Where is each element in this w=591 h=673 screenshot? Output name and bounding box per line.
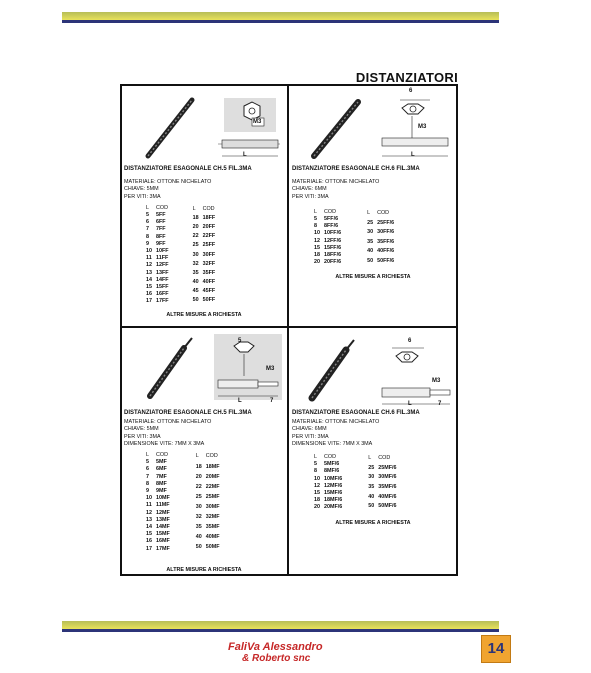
spec-line: PER VITI: 3MA <box>292 193 329 200</box>
table-row <box>312 245 343 252</box>
table-row <box>194 512 222 522</box>
col-code-header: COD <box>205 453 218 460</box>
code-cell: 17FF <box>156 298 169 305</box>
code-cell: 16FF <box>156 291 169 298</box>
table-row <box>366 483 398 493</box>
col-length-header: L <box>368 455 372 462</box>
col-length-header: L <box>146 204 149 211</box>
table-row <box>144 212 171 219</box>
length-cell: 10 <box>146 495 152 502</box>
table-row <box>144 262 171 269</box>
length-cell: 35 <box>367 238 374 245</box>
code-cell: 10MF <box>156 495 170 502</box>
length-cell: 6 <box>146 219 149 226</box>
code-cell: 15MF/6 <box>324 490 343 497</box>
code-cell: 10FF <box>156 248 169 255</box>
length-cell: 32 <box>195 513 202 520</box>
code-cell: 7MF <box>156 473 167 480</box>
table-row <box>365 257 396 267</box>
table-row <box>312 497 344 504</box>
length-cell: 25 <box>195 493 202 500</box>
col-length-header: L <box>314 208 317 215</box>
length-cell: 20 <box>195 473 202 480</box>
code-cell: 25FF <box>202 242 216 249</box>
length-cell: 16 <box>146 538 152 545</box>
col-code-header: COD <box>202 205 215 212</box>
code-cell: 35FF <box>202 269 216 276</box>
length-cell: 18 <box>314 252 320 259</box>
code-cell: 11MF <box>156 502 170 509</box>
code-cell: 18MF/6 <box>324 497 343 504</box>
length-cell: 8 <box>146 480 149 487</box>
code-cell: 13MF <box>156 516 170 523</box>
code-cell: 12MF <box>156 509 170 516</box>
table-row <box>312 490 344 497</box>
table-header-row <box>144 205 171 212</box>
code-cell: 8MF <box>156 480 167 487</box>
length-cell: 30 <box>192 251 199 258</box>
code-cell: 18FF <box>202 214 216 221</box>
table-row <box>144 248 171 255</box>
col-length-header: L <box>195 453 199 460</box>
table-row <box>366 492 398 502</box>
page-title: DISTANZIATORI <box>355 70 458 85</box>
code-cell: 25MF/6 <box>378 464 397 471</box>
size-table-left <box>312 454 344 512</box>
product-panel <box>124 166 284 319</box>
code-cell: 5FF/6 <box>324 216 339 223</box>
table-row <box>366 464 398 474</box>
code-cell: 22FF <box>202 233 216 240</box>
col-code-header: COD <box>377 210 390 216</box>
code-cell: 12FF/6 <box>324 237 342 244</box>
col-length-header: L <box>192 205 196 212</box>
code-cell: 6FF <box>156 219 166 226</box>
length-cell: 25 <box>192 242 199 249</box>
size-table-right <box>365 209 396 267</box>
length-cell: 17 <box>146 545 152 552</box>
table-row <box>194 482 222 492</box>
product-panel <box>292 410 454 527</box>
logo-line-2: & Roberto snc <box>242 653 311 664</box>
table-header-row <box>144 452 172 459</box>
table-row <box>312 483 344 490</box>
col-code-header: COD <box>324 208 336 215</box>
spacer-drawing-1 <box>140 94 285 164</box>
code-cell: 20MF <box>205 473 220 480</box>
col-code-header: COD <box>156 204 168 211</box>
length-cell: 35 <box>195 524 202 530</box>
product-title: DISTANZIATORE ESAGONALE CH.6 FIL.3MA <box>292 166 420 172</box>
table-row <box>366 473 398 483</box>
length-cell: 14 <box>146 276 152 283</box>
table-row <box>194 543 222 553</box>
code-cell: 5FF <box>156 212 166 219</box>
table-row <box>144 226 171 233</box>
code-cell: 30MF/6 <box>378 474 397 481</box>
col-length-header: L <box>367 210 371 216</box>
table-row <box>191 214 218 223</box>
length-cell: 10 <box>314 230 320 237</box>
length-cell: 40 <box>367 248 374 255</box>
table-row <box>191 223 218 232</box>
code-cell: 12MF/6 <box>324 482 343 489</box>
code-cell: 6MF <box>156 466 167 473</box>
table-header-row <box>366 454 398 464</box>
size-table-right <box>191 205 218 306</box>
dim-label-5: 5 <box>238 338 242 344</box>
length-cell: 8 <box>314 223 317 230</box>
code-cell: 25FF/6 <box>377 219 395 226</box>
length-cell: 12 <box>146 509 152 516</box>
length-cell: 20 <box>314 259 320 266</box>
size-table-right <box>194 452 222 553</box>
table-row <box>144 234 171 241</box>
dim-label-l: L <box>408 401 412 407</box>
code-cell: 45FF <box>202 288 216 295</box>
length-cell: 8 <box>314 468 317 475</box>
length-cell: 14 <box>146 524 152 531</box>
length-cell: 7 <box>146 473 149 480</box>
length-cell: 40 <box>195 534 202 541</box>
length-cell: 25 <box>368 464 375 471</box>
code-cell: 8MF/6 <box>324 468 340 475</box>
dim-label-l: L <box>238 398 242 404</box>
code-cell: 20FF <box>202 224 216 231</box>
length-cell: 12 <box>146 262 152 269</box>
length-cell: 8 <box>146 233 149 240</box>
code-cell: 14FF <box>156 276 169 283</box>
table-row <box>144 219 171 226</box>
spec-line: PER VITI: 3MA <box>124 193 161 200</box>
length-cell: 15 <box>146 284 152 291</box>
table-row <box>144 531 172 538</box>
length-cell: 5 <box>146 459 149 466</box>
length-cell: 9 <box>146 240 149 247</box>
col-code-header: COD <box>324 454 336 461</box>
table-row <box>144 270 171 277</box>
table-row <box>144 474 172 481</box>
table-row <box>144 284 171 291</box>
code-cell: 10MF/6 <box>324 475 343 482</box>
bottom-accent-bar <box>62 621 499 629</box>
product-panel <box>124 410 284 574</box>
length-cell: 10 <box>314 475 320 482</box>
dim-label-l: L <box>243 152 247 158</box>
table-row <box>194 492 222 502</box>
length-cell: 30 <box>367 229 374 236</box>
code-cell: 11FF <box>156 255 169 262</box>
table-row <box>191 278 218 287</box>
table-row <box>144 291 171 298</box>
spacer-drawing-3 <box>140 334 285 406</box>
length-cell: 18 <box>314 497 320 504</box>
table-row <box>365 247 396 257</box>
table-header-row <box>191 205 218 214</box>
length-cell: 20 <box>192 224 199 231</box>
table-row <box>144 298 171 305</box>
code-cell: 9MF <box>156 488 167 495</box>
product-title: DISTANZIATORE ESAGONALE CH.6 FIL.3MA <box>292 410 420 416</box>
table-row <box>312 238 343 245</box>
length-cell: 30 <box>195 503 202 510</box>
bottom-accent-line <box>62 629 499 632</box>
code-cell: 8FF/6 <box>324 223 339 230</box>
code-cell: 18FF/6 <box>324 252 342 259</box>
code-cell: 35FF/6 <box>377 238 395 245</box>
spacer-drawing-2 <box>302 94 452 164</box>
length-cell: 11 <box>146 255 152 262</box>
table-row <box>144 546 172 553</box>
table-row <box>194 502 222 512</box>
length-cell: 25 <box>367 219 374 226</box>
code-cell: 30FF <box>202 251 216 258</box>
table-row <box>312 461 344 468</box>
size-table-left <box>144 452 172 553</box>
code-cell: 32MF <box>205 513 220 520</box>
code-cell: 15MF <box>156 531 170 538</box>
code-cell: 14MF <box>156 524 170 531</box>
length-cell: 18 <box>192 214 199 221</box>
table-row <box>144 524 172 531</box>
spec-line: PER VITI: 3MA <box>292 433 329 440</box>
table-row <box>191 260 218 269</box>
spec-line: CHIAVE: 5MM <box>124 186 159 193</box>
length-cell: 50 <box>367 258 374 264</box>
spacer-drawing-4 <box>300 334 455 410</box>
product-panel <box>292 166 454 282</box>
length-cell: 9 <box>146 488 149 495</box>
table-row <box>144 481 172 488</box>
length-cell: 15 <box>146 531 152 538</box>
table-row <box>144 495 172 502</box>
code-cell: 22MF <box>205 483 220 490</box>
col-length-header: L <box>146 452 149 459</box>
size-table-left <box>312 209 343 267</box>
length-cell: 40 <box>368 493 375 500</box>
table-row <box>144 510 172 517</box>
code-cell: 13FF <box>156 269 169 276</box>
code-cell: 15FF <box>156 284 169 291</box>
table-row <box>194 523 222 533</box>
dim-label-6: 6 <box>409 88 413 94</box>
code-cell: 20FF/6 <box>324 259 342 266</box>
length-cell: 15 <box>314 490 320 497</box>
col-length-header: L <box>314 454 317 461</box>
table-row <box>312 216 343 223</box>
table-row <box>312 476 344 483</box>
length-cell: 12 <box>314 237 320 244</box>
table-row <box>365 228 396 238</box>
spec-line: CHIAVE: 5MM <box>124 426 159 433</box>
table-row <box>191 241 218 250</box>
table-row <box>144 538 172 545</box>
code-cell: 32FF <box>202 260 216 267</box>
code-cell: 9FF <box>156 240 166 247</box>
length-cell: 5 <box>314 461 317 468</box>
table-row <box>312 259 343 266</box>
spec-line: MATERIALE: OTTONE NICHELATO <box>292 419 380 426</box>
table-header-row <box>312 454 344 461</box>
code-cell: 17MF <box>156 545 170 552</box>
length-cell: 22 <box>195 483 202 490</box>
length-cell: 20 <box>314 504 320 511</box>
code-cell: 40MF <box>205 534 220 541</box>
table-row <box>312 468 344 475</box>
dim-label-7: 7 <box>270 398 274 404</box>
table-row <box>194 533 222 543</box>
product-title: DISTANZIATORE ESAGONALE CH.5 FIL.3MA <box>124 166 252 172</box>
sheet-divider-horizontal <box>120 326 458 328</box>
table-row <box>365 218 396 228</box>
code-cell: 50FF <box>202 297 216 304</box>
table-row <box>194 472 222 482</box>
length-cell: 45 <box>192 288 199 295</box>
table-row <box>312 223 343 230</box>
sheet-divider-vertical <box>287 84 289 576</box>
table-header-row <box>312 209 343 216</box>
code-cell: 50MF/6 <box>378 503 397 510</box>
length-cell: 50 <box>195 544 202 551</box>
table-row <box>312 504 344 511</box>
table-header-row <box>194 452 222 462</box>
code-cell: 15FF/6 <box>324 244 342 251</box>
dim-label-7: 7 <box>438 401 442 407</box>
length-cell: 10 <box>146 248 152 255</box>
length-cell: 5 <box>314 216 317 223</box>
code-cell: 20MF/6 <box>324 504 343 511</box>
company-logo <box>228 641 323 665</box>
code-cell: 35MF <box>205 524 220 530</box>
length-cell: 7 <box>146 226 149 233</box>
spec-line: MATERIALE: OTTONE NICHELATO <box>124 419 212 426</box>
code-cell: 12FF <box>156 262 169 269</box>
code-cell: 40FF <box>202 279 216 286</box>
table-row <box>312 252 343 259</box>
length-cell: 12 <box>314 482 320 489</box>
dim-label-l: L <box>411 152 415 158</box>
length-cell: 32 <box>192 260 199 267</box>
length-cell: 17 <box>146 298 152 305</box>
code-cell: 50MF <box>205 544 220 551</box>
length-cell: 22 <box>192 233 199 240</box>
length-cell: 50 <box>368 503 375 510</box>
length-cell: 13 <box>146 269 152 276</box>
dim-label-m3: M3 <box>432 378 441 384</box>
table-row <box>144 502 172 509</box>
more-sizes-note: ALTRE MISURE A RICHIESTA <box>166 311 242 318</box>
logo-line-1: FaliVa Alessandro <box>228 641 323 653</box>
size-table-right <box>366 454 398 512</box>
table-row <box>144 255 171 262</box>
length-cell: 50 <box>192 297 199 304</box>
spec-line: MATERIALE: OTTONE NICHELATO <box>292 179 380 186</box>
spec-line: PER VITI: 3MA <box>124 433 161 440</box>
spec-line: DIMENSIONE VITE: 7MM X 3MA <box>292 440 373 447</box>
code-cell: 25MF <box>205 493 220 500</box>
length-cell: 30 <box>368 474 375 481</box>
table-row <box>191 232 218 241</box>
table-row <box>191 287 218 296</box>
length-cell: 11 <box>146 502 152 509</box>
spec-line: CHIAVE: 6MM <box>292 186 327 193</box>
spec-line: DIMENSIONE VITE: 7MM X 3MA <box>124 440 205 447</box>
spec-line: CHIAVE: 6MM <box>292 426 327 433</box>
code-cell: 7FF <box>156 226 166 233</box>
table-row <box>191 296 218 305</box>
table-row <box>191 251 218 260</box>
spec-line: MATERIALE: OTTONE NICHELATO <box>124 179 212 186</box>
length-cell: 40 <box>192 279 199 286</box>
table-row <box>194 462 222 472</box>
code-cell: 10FF/6 <box>324 230 342 237</box>
code-cell: 40FF/6 <box>377 248 395 255</box>
table-row <box>312 230 343 237</box>
code-cell: 16MF <box>156 538 170 545</box>
table-row <box>144 488 172 495</box>
size-table-left <box>144 205 171 306</box>
col-code-header: COD <box>156 452 168 459</box>
length-cell: 18 <box>195 463 202 470</box>
length-cell: 35 <box>368 483 375 490</box>
dim-label-m3: M3 <box>418 124 427 130</box>
code-cell: 18MF <box>205 463 220 470</box>
table-row <box>144 459 172 466</box>
more-sizes-note: ALTRE MISURE A RICHIESTA <box>166 566 242 573</box>
dim-label-m3: M3 <box>253 119 262 125</box>
code-cell: 50FF/6 <box>377 258 395 264</box>
length-cell: 6 <box>146 466 149 473</box>
dim-label-6: 6 <box>408 338 412 344</box>
dim-label-m3: M3 <box>266 366 275 372</box>
more-sizes-note: ALTRE MISURE A RICHIESTA <box>335 519 411 526</box>
code-cell: 40MF/6 <box>378 493 397 500</box>
top-accent-bar <box>62 12 499 20</box>
length-cell: 16 <box>146 291 152 298</box>
length-cell: 5 <box>146 212 149 219</box>
code-cell: 35MF/6 <box>378 483 397 490</box>
length-cell: 15 <box>314 244 320 251</box>
col-code-header: COD <box>378 455 391 462</box>
length-cell: 35 <box>192 269 199 276</box>
table-row <box>144 517 172 524</box>
table-row <box>144 466 172 473</box>
length-cell: 13 <box>146 516 152 523</box>
table-header-row <box>365 209 396 219</box>
table-row <box>144 241 171 248</box>
table-row <box>191 269 218 278</box>
page-number-badge: 14 <box>481 635 511 663</box>
code-cell: 30MF <box>205 503 220 510</box>
more-sizes-note: ALTRE MISURE A RICHIESTA <box>335 274 411 281</box>
code-cell: 8FF <box>156 233 166 240</box>
code-cell: 5MF/6 <box>324 461 340 468</box>
table-row <box>144 277 171 284</box>
code-cell: 30FF/6 <box>377 229 395 236</box>
table-row <box>366 502 398 512</box>
table-row <box>365 238 396 248</box>
code-cell: 5MF <box>156 459 167 466</box>
top-accent-line <box>62 20 499 23</box>
product-title: DISTANZIATORE ESAGONALE CH.5 FIL.3MA <box>124 410 252 416</box>
